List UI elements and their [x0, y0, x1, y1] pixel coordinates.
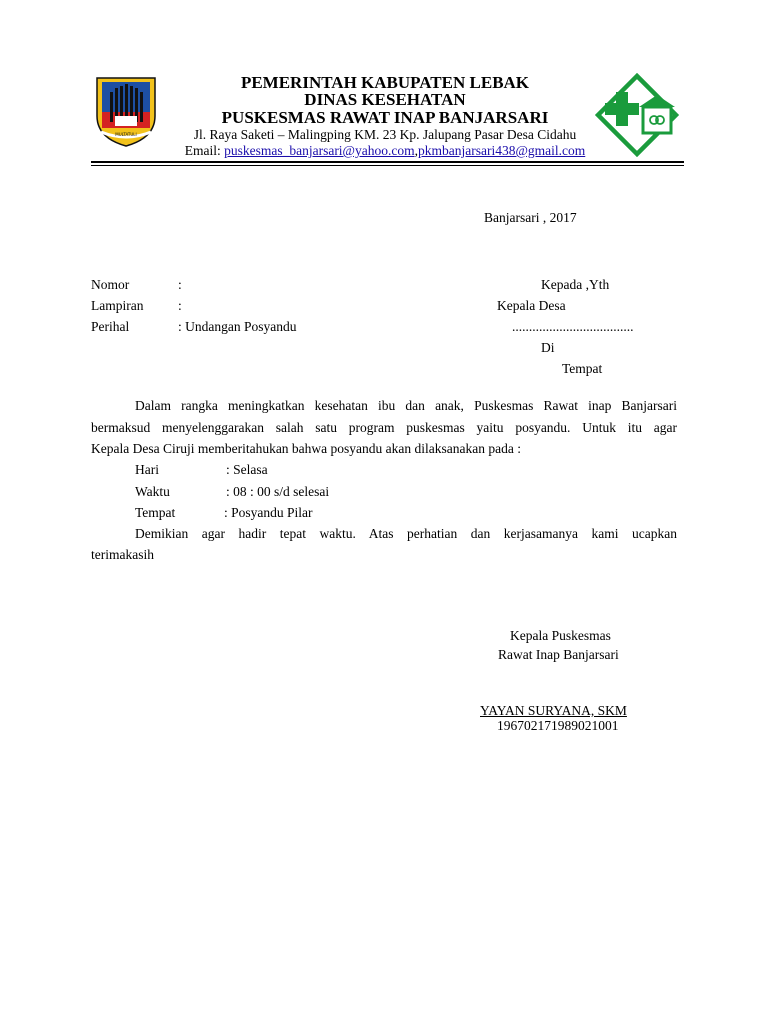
- lampiran-value: :: [178, 298, 182, 313]
- email-separator: ,: [414, 143, 418, 158]
- waktu-value: : 08 : 00 s/d selesai: [226, 484, 330, 499]
- signature-title-2: Rawat Inap Banjarsari: [498, 647, 619, 662]
- header-rule-thin: [91, 165, 684, 166]
- signatory-nip: 196702171989021001: [497, 718, 619, 733]
- email-link-gmail[interactable]: pkmbanjarsari438@gmail.com: [417, 143, 586, 158]
- hari-value: : Selasa: [226, 462, 268, 477]
- perihal-label: Perihal: [91, 319, 130, 334]
- signatory-name-text: YAYAN SURYANA, SKM: [480, 703, 627, 718]
- recipient-line-3: ....................................: [512, 319, 634, 334]
- recipient-line-2: Kepala Desa: [497, 298, 566, 313]
- header-address: Jl. Raya Saketi – Malingping KM. 23 Kp. Jalupang Pasar Desa Cidahu: [193, 127, 577, 142]
- nomor-value: :: [178, 277, 182, 292]
- header-line-2: DINAS KESEHATAN: [304, 90, 466, 109]
- perihal-value: : Undangan Posyandu: [178, 319, 297, 334]
- hari-label: Hari: [135, 462, 159, 477]
- closing-line-2: terimakasih: [91, 547, 154, 562]
- closing-line-1: Demikian agar hadir tepat waktu. Atas perhatian dan kerjasamanya kami ucapkan: [135, 526, 677, 541]
- tempat-label: Tempat: [135, 505, 176, 520]
- recipient-line-5: Tempat: [562, 361, 603, 376]
- letter-date: Banjarsari , 2017: [484, 210, 577, 225]
- signature-title-1: Kepala Puskesmas: [510, 628, 611, 643]
- recipient-line-4: Di: [541, 340, 555, 355]
- tempat-value: : Posyandu Pilar: [224, 505, 313, 520]
- recipient-line-1: Kepada ,Yth: [541, 277, 610, 292]
- body-paragraph-line-3: Kepala Desa Ciruji memberitahukan bahwa posyandu akan dilaksanakan pada :: [91, 441, 521, 456]
- signatory-name: [480, 703, 627, 719]
- body-paragraph-line-1: Dalam rangka meningkatkan kesehatan ibu dan anak, Puskesmas Rawat inap Banjarsari: [135, 398, 677, 413]
- header-line-1: PEMERINTAH KABUPATEN LEBAK: [240, 73, 530, 92]
- header-rule-thick: [91, 161, 684, 163]
- header-email-line: [150, 142, 620, 159]
- nomor-label: Nomor: [91, 277, 130, 292]
- body-paragraph-line-2: bermaksud menyelenggarakan salah satu program puskesmas yaitu posyandu. Untuk itu agar: [91, 420, 677, 435]
- waktu-label: Waktu: [135, 484, 170, 499]
- email-link-yahoo[interactable]: puskesmas_banjarsari@yahoo.com: [224, 143, 415, 158]
- lampiran-label: Lampiran: [91, 298, 144, 313]
- emblem-ribbon-text: MULTATULI: [115, 132, 137, 137]
- header-line-3: PUSKESMAS RAWAT INAP BANJARSARI: [221, 108, 549, 127]
- email-label: Email:: [184, 143, 221, 158]
